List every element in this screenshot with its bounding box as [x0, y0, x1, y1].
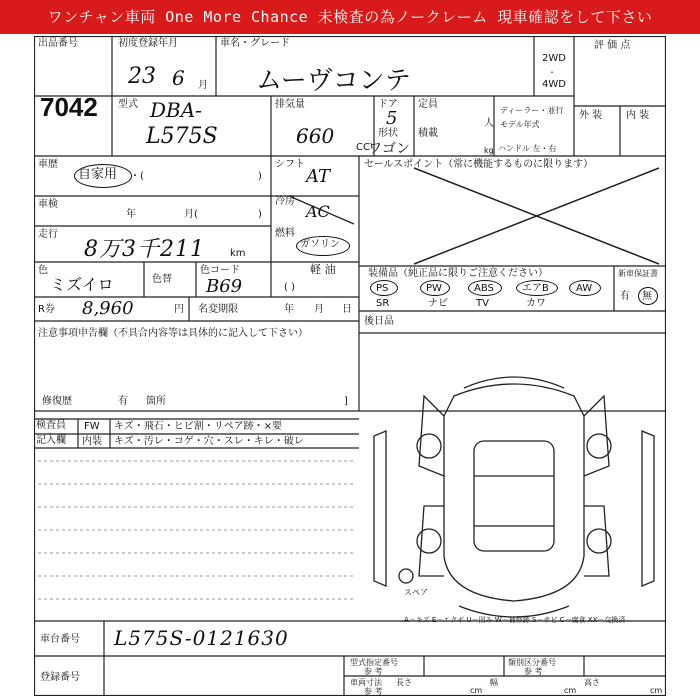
damage-legend: A－キズ E－エクボ U－凹み W－補修跡 S－サビ C－腐食 XX－交換済: [404, 616, 626, 624]
yen-unit: 円: [174, 304, 184, 315]
interior-items: キズ・汚レ・コゲ・穴・スレ・キレ・破レ: [114, 436, 304, 447]
height-cm: cm: [650, 686, 663, 695]
equip-sr: SR: [376, 298, 390, 309]
sales-point-label: セールスポイント（常に機能するものに限ります）: [364, 159, 594, 170]
drive-2wd: 2WD: [542, 53, 566, 64]
length-label: 長さ: [396, 678, 412, 687]
nc-day: 日: [342, 304, 352, 315]
color-value: ミズイロ: [50, 275, 114, 294]
entry-label: 記入欄: [36, 435, 66, 446]
car-name: ムーヴコンテ: [256, 66, 411, 96]
warranty-label: 新車保証書: [618, 269, 658, 278]
equip-airbag: エアB: [522, 283, 549, 294]
equip-airbag-circle: [516, 280, 558, 296]
load-label: 積載: [418, 128, 438, 139]
equip-ps-circle: [370, 280, 398, 296]
shift-value: AT: [306, 166, 331, 187]
equip-tv: TV: [476, 298, 489, 309]
registration-number-label: 登録番号: [40, 672, 80, 683]
history-value: 自家用: [78, 167, 118, 182]
repaint-label: 色替: [152, 274, 172, 285]
after-items-label: 後日品: [364, 316, 394, 327]
type-cert-ref: 参 考: [364, 667, 383, 676]
color-label: 色: [38, 265, 48, 276]
recycle-value: 8,960: [82, 298, 134, 319]
repair-have: 有: [118, 396, 128, 407]
mileage-label: 走行: [38, 229, 58, 240]
equip-pw-circle: [420, 280, 450, 296]
inspection-year: 年: [126, 209, 136, 220]
fw-items: キズ・飛石・ヒビ割・リペア跡・×要: [114, 421, 282, 432]
notes-label: 注意事項申告欄（不具合内容等は具体的に記入して下さい）: [38, 328, 308, 339]
car-name-label: 車名・グレード: [220, 38, 290, 49]
auction-sheet: [34, 36, 666, 696]
model-year-label: モデル年式: [500, 120, 540, 129]
spare-label: スペア: [404, 588, 428, 597]
person-unit: 人: [484, 118, 494, 129]
km-unit: km: [230, 248, 246, 259]
length-cm: cm: [470, 686, 483, 695]
grid-lines: [34, 36, 666, 696]
fuel-paren: ( ): [284, 282, 295, 293]
registration-year: 23: [128, 64, 156, 89]
equip-navi: ナビ: [428, 298, 448, 309]
model-label: 型式: [118, 99, 138, 110]
equip-aw: AW: [576, 283, 593, 294]
dimensions-ref: 参 考: [364, 687, 383, 696]
fw-label: FW: [84, 421, 100, 432]
inspection-month: 月(: [184, 209, 198, 220]
score-label: 評 価 点: [594, 40, 631, 51]
equip-abs-circle: [468, 280, 502, 296]
name-change-label: 名変期限: [198, 304, 238, 315]
mileage-value: 8万3千211: [84, 237, 205, 262]
shape-label: 形状: [378, 128, 398, 139]
handle-label: ハンドル 左・右: [498, 144, 557, 153]
ac-value: AC: [306, 202, 330, 221]
lot-label: 出品番号: [38, 38, 78, 49]
width-cm: cm: [564, 686, 577, 695]
history-label: 車歴: [38, 159, 58, 170]
dealer-label: ディーラー・並行: [500, 106, 564, 115]
repair-history-label: 修復歴: [42, 396, 72, 407]
width-label: 幅: [490, 678, 498, 687]
month-unit: 月: [198, 80, 208, 91]
equip-abs: ABS: [474, 283, 494, 294]
recycle-label: R券: [38, 304, 55, 315]
inspection-close: ): [258, 209, 262, 220]
equip-leather: カワ: [526, 298, 546, 309]
capacity-label: 定員: [418, 99, 438, 110]
fuel-gasoline: ガソリン: [300, 239, 340, 250]
door-count: 5: [386, 108, 398, 129]
body-shape: ワゴン: [368, 141, 410, 157]
shift-label: シフト: [275, 159, 305, 170]
history-close: ): [258, 171, 262, 182]
registration-month: 6: [172, 66, 185, 90]
equip-aw-circle: [569, 280, 601, 296]
repair-box: 箇所: [146, 396, 166, 407]
lot-number: 7042: [40, 92, 98, 122]
banner: ワンチャン車両 One More Chance 未検査の為ノークレーム 現車確認をして下さい: [0, 0, 700, 34]
interior-label: 内 装: [626, 110, 650, 121]
kg-unit: kg: [484, 146, 494, 155]
nc-month: 月: [314, 304, 324, 315]
type-cert-label: 型式指定番号: [350, 658, 398, 667]
displacement: 660: [296, 124, 335, 148]
displacement-label: 排気量: [275, 99, 305, 110]
chassis-number: L575S-0121630: [114, 626, 289, 650]
cc-unit: CC: [356, 142, 370, 153]
category-ref: 参 考: [524, 667, 543, 676]
nc-year: 年: [284, 304, 294, 315]
equip-ps: PS: [376, 283, 389, 294]
ac-label: 冷房: [275, 196, 295, 207]
inspection-label: 車検: [38, 199, 58, 210]
warranty-circle: [638, 287, 658, 305]
model-line2: L575S: [146, 124, 218, 149]
chassis-label: 車台番号: [40, 634, 80, 645]
category-label: 類別区分番号: [508, 658, 556, 667]
inspector-label: 検査員: [36, 420, 66, 431]
model-line1: DBA-: [150, 98, 202, 122]
repair-close: ]: [344, 396, 348, 407]
drive-4wd: 4WD: [542, 79, 566, 90]
warranty-have: 有: [620, 291, 630, 302]
interior-inspect-label: 内装: [82, 436, 102, 447]
dimensions-label: 車両寸法: [350, 678, 382, 687]
equipment-label: 装備品（純正品に限りご注意ください）: [368, 268, 548, 279]
warranty-none: 無: [642, 291, 652, 302]
color-code: B69: [206, 276, 243, 297]
equip-pw: PW: [426, 283, 442, 294]
door-label: ドア: [378, 99, 398, 110]
fuel-label: 燃料: [275, 228, 295, 239]
height-label: 高さ: [584, 678, 600, 687]
exterior-label: 外 装: [579, 110, 603, 121]
color-code-label: 色コード: [200, 265, 240, 276]
fuel-light-oil: 軽 油: [310, 263, 336, 276]
first-registration-label: 初度登録年月: [118, 38, 178, 49]
history-dot: ・(: [130, 171, 144, 182]
drive-dot: ・: [548, 68, 556, 77]
